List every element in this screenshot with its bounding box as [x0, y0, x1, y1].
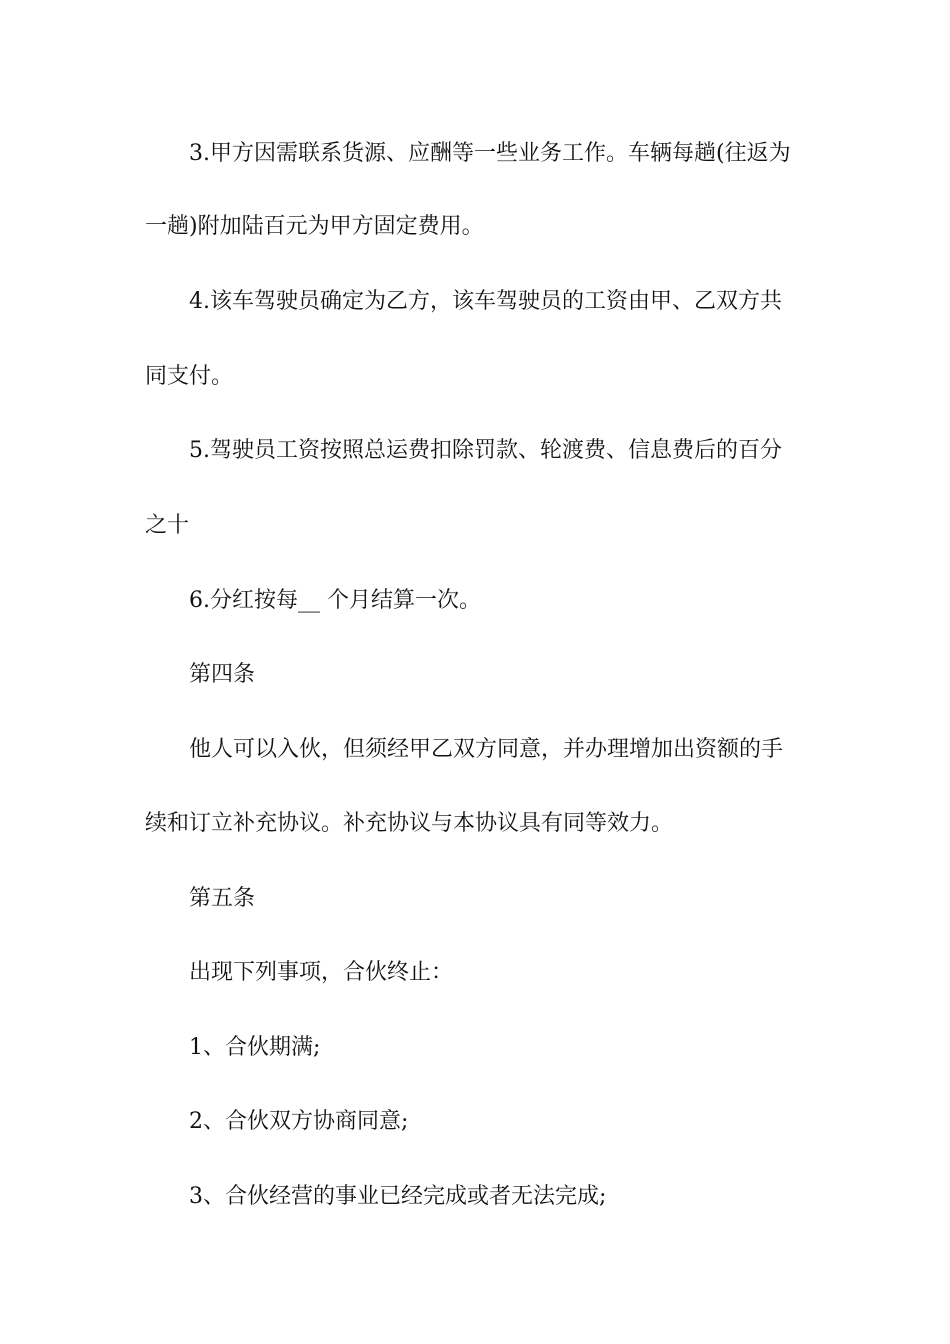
termination-item-1: 1、合伙期满; — [189, 1035, 321, 1060]
termination-item-2: 2、合伙双方协商同意; — [189, 1109, 409, 1134]
termination-item-3: 3、合伙经营的事业已经完成或者无法完成; — [189, 1184, 607, 1209]
clause-4-line-1: 4.该车驾驶员确定为乙方，该车驾驶员的工资由甲、乙双方共 — [189, 289, 782, 314]
clause-4-line-2: 同支付。 — [145, 364, 234, 389]
clause-6: 6.分红按每__ 个月结算一次。 — [189, 588, 481, 613]
article-4-heading: 第四条 — [189, 662, 256, 687]
clause-3-line-1: 3.甲方因需联系货源、应酬等一些业务工作。车辆每趟(往返为 — [189, 141, 791, 166]
article-5-heading: 第五条 — [189, 886, 256, 911]
clause-5-line-1: 5.驾驶员工资按照总运费扣除罚款、轮渡费、信息费后的百分 — [189, 438, 782, 463]
article-5-intro: 出现下列事项，合伙终止： — [189, 960, 454, 985]
clause-3-line-2: 一趟)附加陆百元为甲方固定费用。 — [145, 214, 484, 239]
article-4-body-line-1: 他人可以入伙，但须经甲乙双方同意，并办理增加出资额的手 — [189, 737, 784, 762]
article-4-body-line-2: 续和订立补充协议。补充协议与本协议具有同等效力。 — [145, 811, 674, 836]
clause-5-line-2: 之十 — [145, 513, 190, 538]
